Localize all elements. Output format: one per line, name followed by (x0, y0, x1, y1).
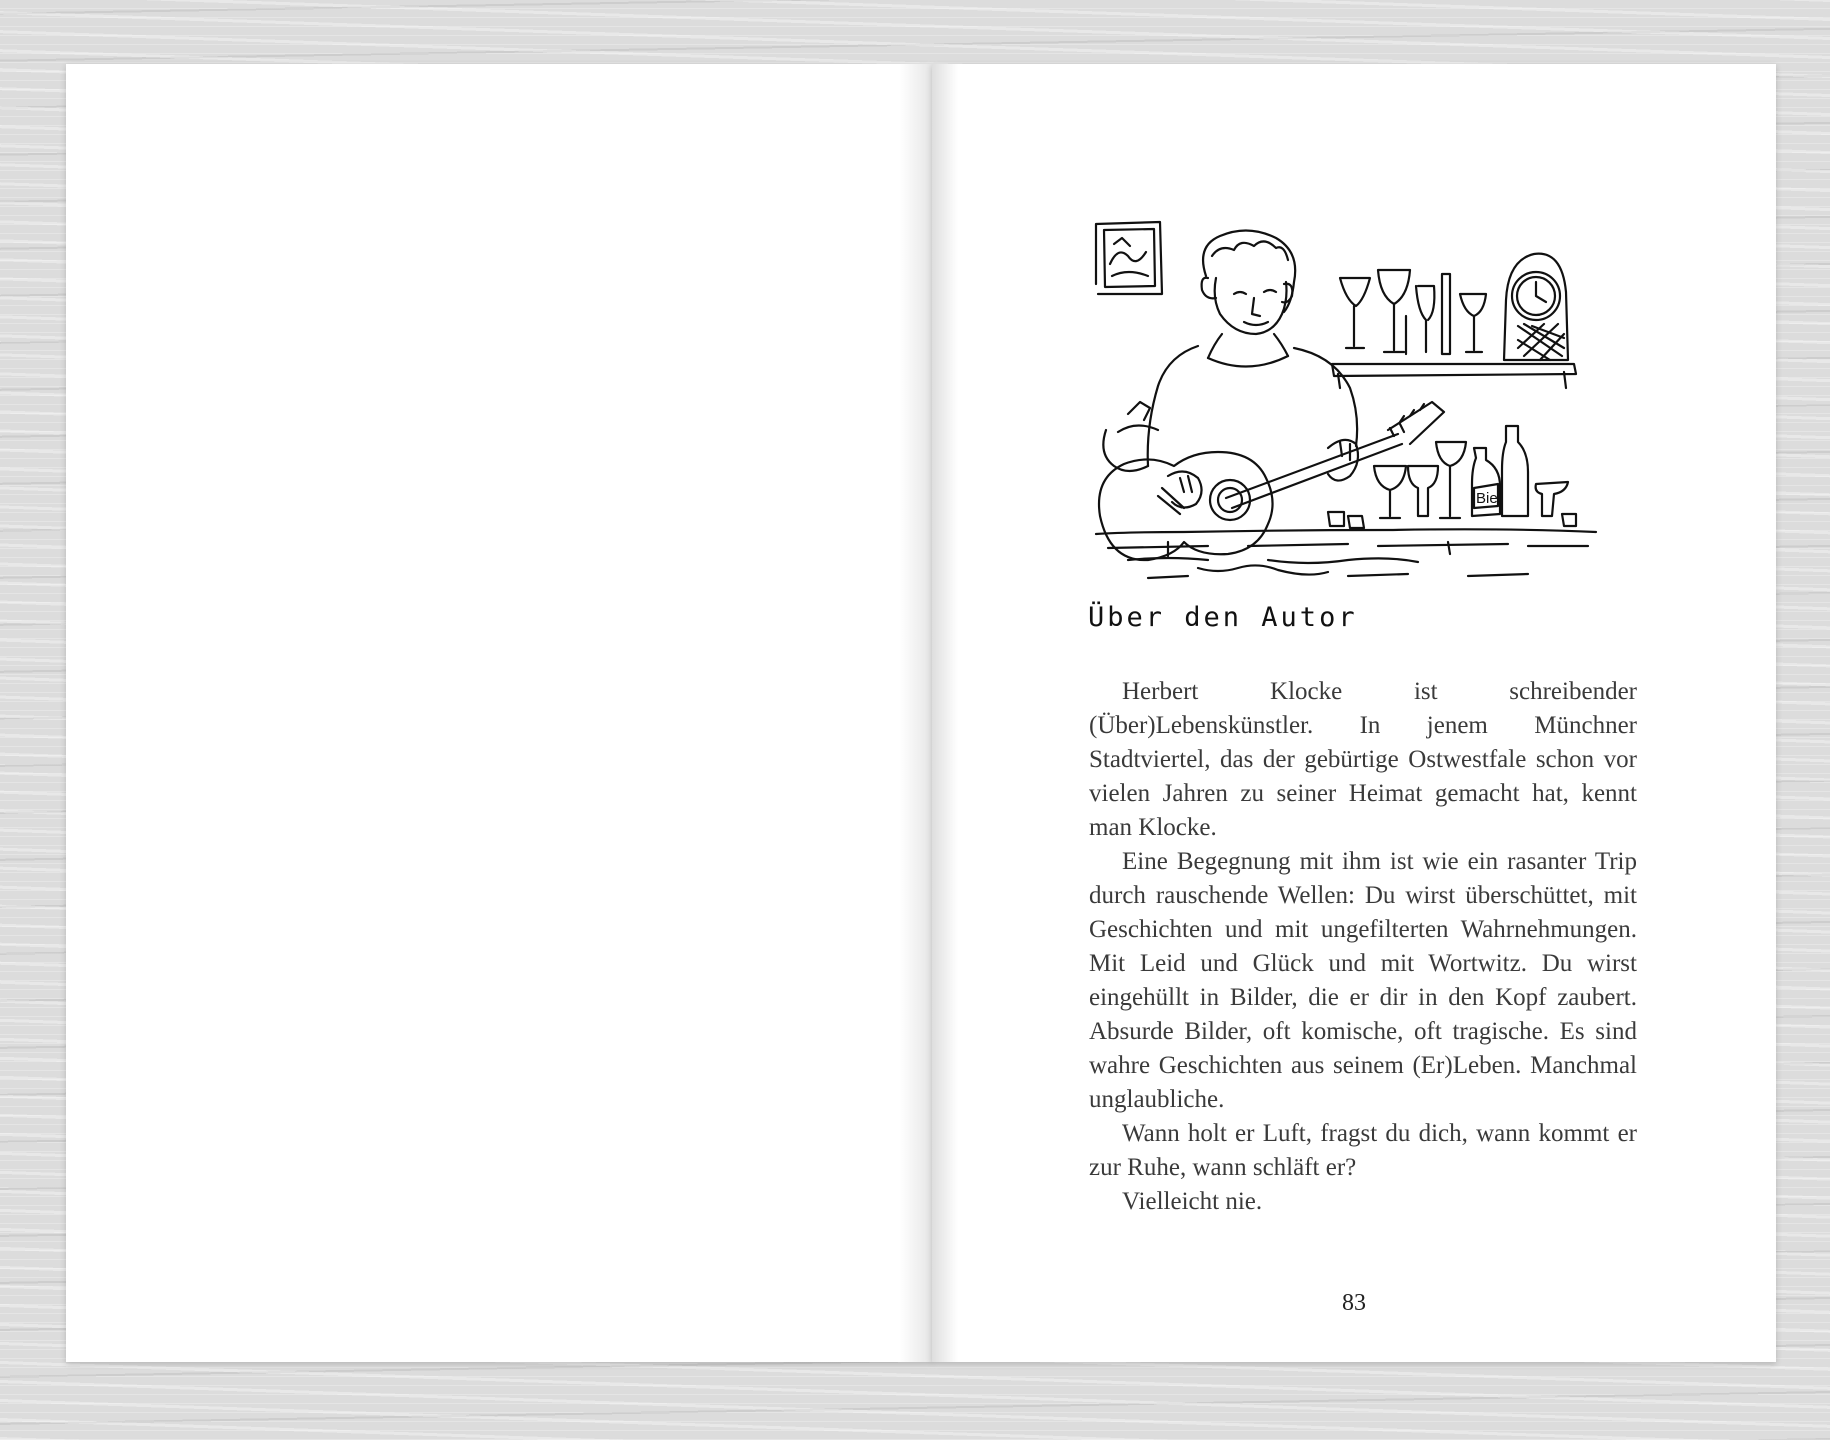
clock-icon (1504, 254, 1568, 360)
person-head (1202, 230, 1296, 334)
right-page-gutter-shadow (932, 64, 958, 1362)
left-page-blank (66, 64, 933, 1362)
paragraph-1: Herbert Klocke ist schreibender (Über)Lebenskünstler. In jenem Münchner Stadtviertel, das der gebürtige Ostwestfale schon vor vielen Jahren zu seiner Heimat gemacht hat, kennt man Klocke. (1089, 678, 1637, 841)
paragraph-3: Wann holt er Luft, fragst du dich, wann kommt er zur Ruhe, wann schläft er? (1089, 1120, 1637, 1181)
wall-picture-frame (1096, 222, 1162, 294)
page-number: 83 (1342, 1290, 1366, 1316)
author-illustration (1088, 216, 1602, 596)
guitar (1099, 402, 1444, 560)
paragraph-2: Eine Begegnung mit ihm ist wie ein rasanter Trip durch rauschende Wellen: Du wirst überschüttet, mit Geschichten und mit ungefilterten Wahrnehmungen. Mit Leid und Glück und mit Wortwitz. Du wirst eingehüllt in Bilder, die er dir in den Kopf zaubert. Absurde Bilder, oft komische, oft tragische. Es sind wahre Geschichten aus seinem (Er)Leben. Manchmal unglaubliche. (1089, 848, 1637, 1113)
bar-glasses-bottles (1328, 426, 1576, 528)
section-title: Über den Autor (1088, 602, 1358, 633)
body-text (1089, 675, 1637, 1219)
person-torso (1103, 334, 1357, 471)
paragraph-4: Vielleicht nie. (1122, 1188, 1263, 1215)
left-page-gutter-shadow (899, 64, 933, 1362)
right-page (932, 64, 1776, 1362)
bottle-label: Bier (1476, 490, 1503, 507)
